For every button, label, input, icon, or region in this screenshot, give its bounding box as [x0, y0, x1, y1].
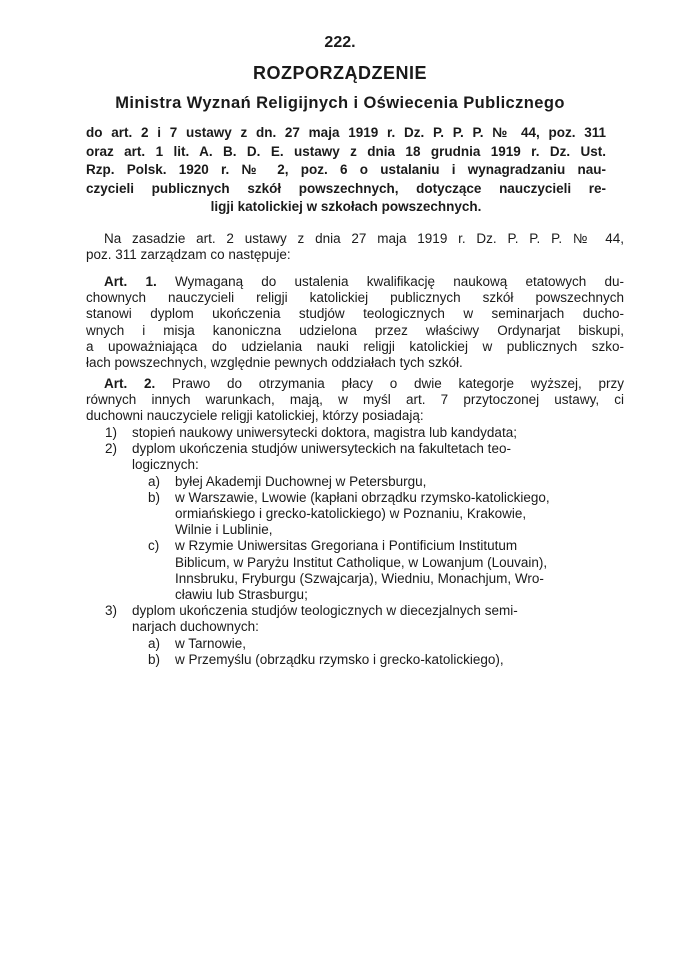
article-2-label: Art. 2. — [104, 376, 156, 391]
sub-item — [105, 636, 625, 652]
sub-item-line: ormiańskiego i grecko-katolickiego) w Poznaniu, Krakowie, — [175, 506, 527, 522]
article-line: stanowi dyplom ukończenia studjów teologicznych w seminarjach ducho- — [86, 306, 624, 322]
page-number: 222. — [324, 34, 356, 51]
sub-item-line: w Warszawie, Lwowie (kapłani obrządku rzymsko-katolickiego, — [175, 489, 550, 505]
sub-item — [105, 474, 625, 490]
sub-item-line: Wilnie i Lublinie, — [175, 522, 273, 538]
article-line: a upoważniająca do udzielania nauki religji katolickiej w publicznych szko- — [86, 338, 624, 354]
heading-line: czycieli publicznych szkół powszechnych, dotyczące nauczycieli re- — [86, 180, 606, 196]
article-line: chownych nauczycieli religji katolickiej publicznych szkół powszechnych — [86, 290, 624, 306]
item-line: dyplom ukończenia studjów uniwersyteckich na fakultetach teo- — [132, 441, 511, 457]
item-line: logicznych: — [132, 457, 199, 473]
sub-item — [105, 490, 625, 539]
item-line: stopień naukowy uniwersytecki doktora, magistra lub kandydata; — [132, 425, 517, 440]
heading-line: oraz art. 1 lit. A. B. D. E. ustawy z dnia 18 grudnia 1919 r. Dz. Ust. — [86, 143, 606, 159]
document-title: ROZPORZĄDZENIE — [252, 63, 427, 83]
item-line: dyplom ukończenia studjów teologicznych w diecezjalnych semi- — [132, 603, 518, 619]
sub-item-line: byłej Akademji Duchownej w Petersburgu, — [175, 473, 427, 489]
sub-item-line: w Tarnowie, — [175, 635, 247, 651]
list-item — [105, 441, 625, 473]
sub-item — [105, 652, 625, 668]
sub-item-letter: a) — [148, 473, 161, 489]
article-line: Wymaganą do ustalenia kwalifikację naukową etatowych du- — [174, 274, 624, 289]
sub-item-line: w Rzymie Uniwersitas Gregoriana i Pontificium Institutum — [175, 538, 518, 554]
item-number: 3) — [105, 603, 118, 619]
sub-item — [105, 538, 625, 603]
item-number: 2) — [105, 441, 118, 457]
intro-line: Na zasadzie art. 2 ustawy z dnia 27 maja 1919 r. Dz. P. P. P. № 44, — [104, 231, 624, 246]
document-subtitle: Ministra Wyznań Religijnych i Oświecenia Publicznego — [115, 94, 565, 112]
list-item — [105, 603, 625, 635]
sub-item-line: cławiu lub Strasburgu; — [175, 587, 308, 603]
sub-item-line: Innsbruku, Fryburgu (Szwajcarja), Wiedniu, Monachjum, Wro- — [175, 570, 544, 586]
article-2 — [86, 376, 624, 425]
article-line: wnych i misja kanoniczna udzielona przez właściwy Ordynarjat biskupi, — [86, 322, 624, 338]
article-line: Prawo do otrzymania płacy o dwie kategorje wyższej, przy — [171, 376, 624, 391]
sub-item-letter: c) — [148, 538, 160, 554]
item-number: 1) — [105, 425, 118, 440]
heading-line: ligji katolickiej w szkołach powszechnych. — [210, 199, 482, 214]
intro-line: poz. 311 zarządzam co następuje: — [86, 247, 291, 263]
sub-item-line: Biblicum, w Paryżu Institut Catholique, w Lowanjum (Louvain), — [175, 554, 548, 570]
item-line: narjach duchownych: — [132, 619, 259, 635]
regulation-heading — [86, 124, 606, 217]
sub-item-letter: a) — [148, 635, 161, 651]
article-1 — [86, 274, 624, 371]
article-1-label: Art. 1. — [104, 274, 157, 289]
list-item — [105, 425, 625, 441]
heading-line: do art. 2 i 7 ustawy z dn. 27 maja 1919 r. Dz. P. P. P. № 44, poz. 311 — [86, 125, 606, 140]
sub-item-letter: b) — [148, 489, 161, 505]
intro-paragraph — [86, 231, 624, 263]
article-line: równych innych warunkach, mają, w myśl art. 7 przytoczonej ustawy, ci — [86, 392, 624, 408]
qualification-list — [105, 425, 625, 668]
heading-line: Rzp. Polsk. 1920 r. № 2, poz. 6 o ustalaniu i wynagradzaniu nau- — [86, 162, 606, 177]
article-line: łach powszechnych, względnie pewnych oddziałach tych szkół. — [86, 355, 463, 371]
sub-item-letter: b) — [148, 651, 161, 667]
sub-item-line: w Przemyślu (obrządku rzymsko i grecko-katolickiego), — [175, 651, 504, 667]
article-line: duchowni nauczyciele religji katolickiej, którzy posiadają: — [86, 408, 424, 424]
